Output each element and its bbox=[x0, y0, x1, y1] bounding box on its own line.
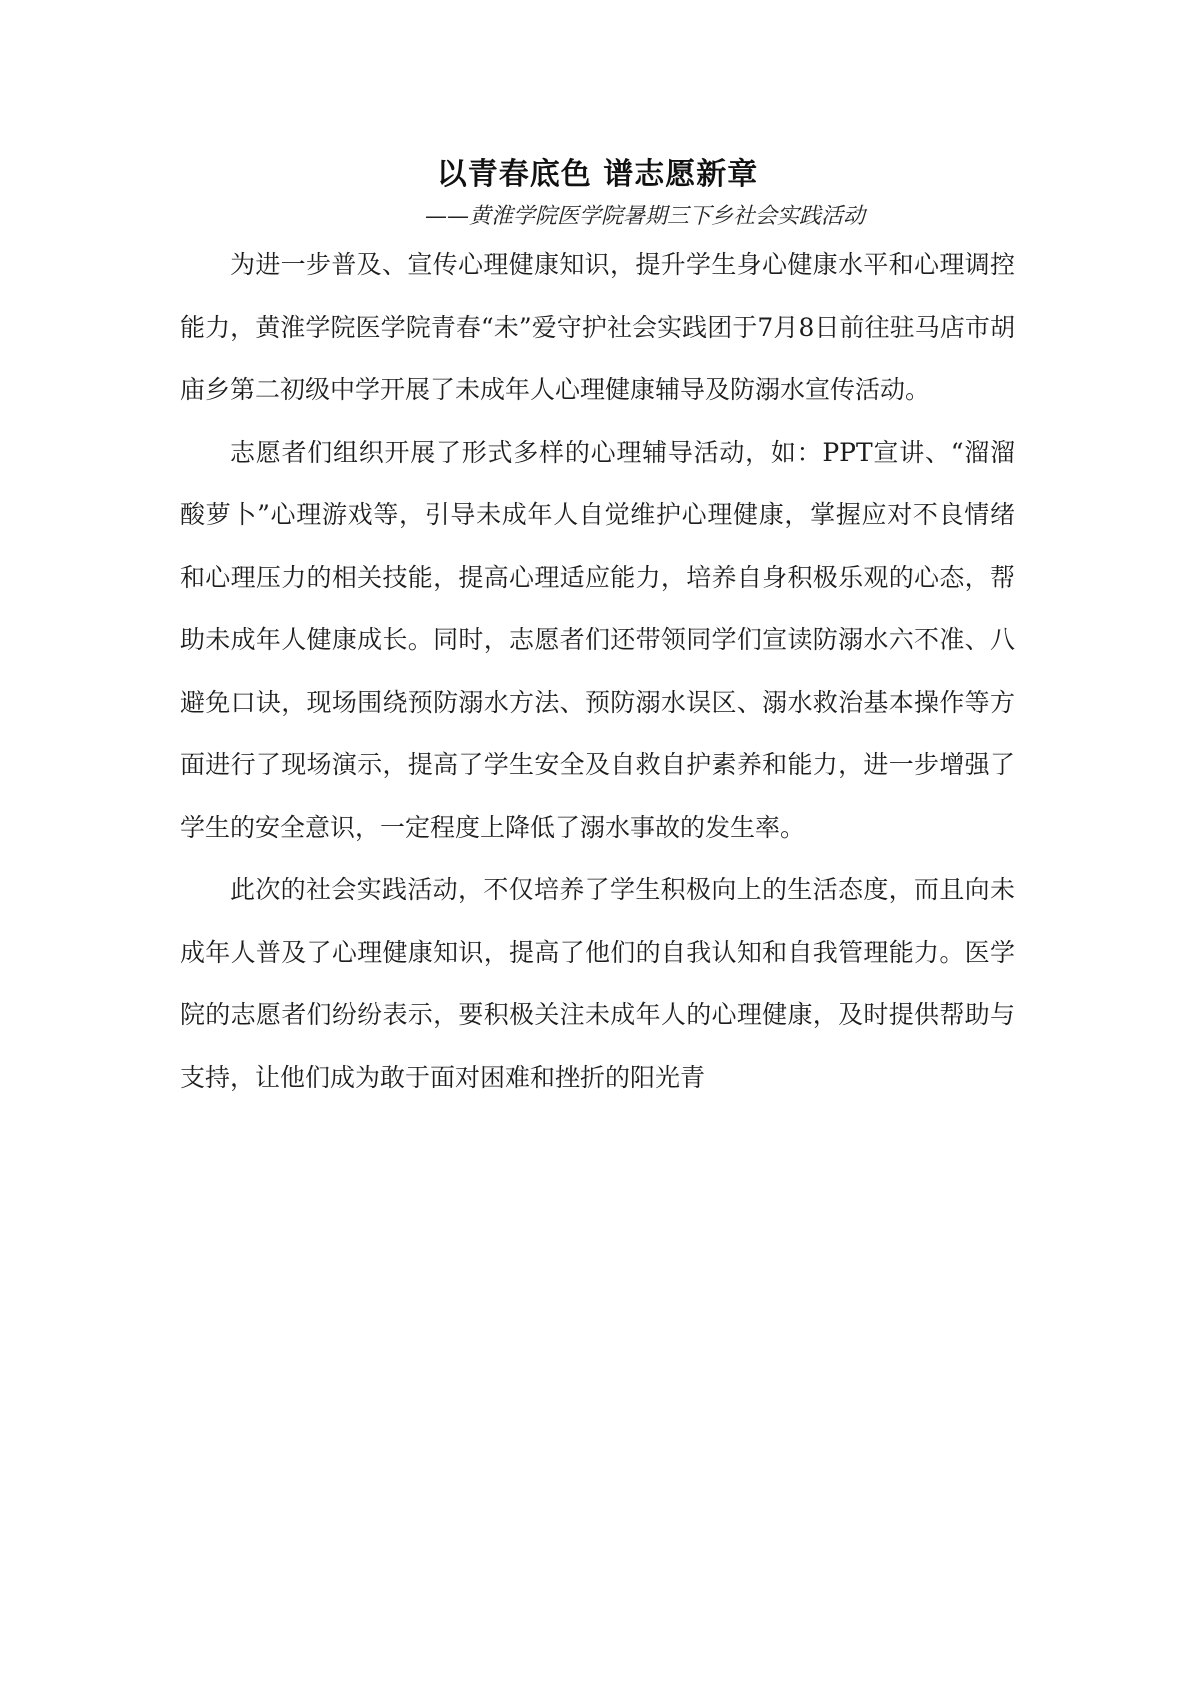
document-body bbox=[180, 150, 1015, 1109]
paragraph-intro: 为进一步普及、宣传心理健康知识，提升学生身心健康水平和心理调控能力，黄淮学院医学院青春“未”爱守护社会实践团于7月8日前往驻马店市胡庙乡第二初级中学开展了未成年人心理健康辅导及防溺水宣传活动。 bbox=[180, 250, 1015, 404]
page-title: 以青春底色 谱志愿新章 bbox=[436, 157, 759, 192]
paragraph-activities: 志愿者们组织开展了形式多样的心理辅导活动，如：PPT宣讲、“溜溜酸萝卜”心理游戏等，引导未成年人自觉维护心理健康，掌握应对不良情绪和心理压力的相关技能，提高心理适应能力，培养自身积极乐观的心态，帮助未成年人健康成长。同时，志愿者们还带领同学们宣读防溺水六不准、八避免口诀，现场围绕预防溺水方法、预防溺水误区、溺水救治基本操作等方面进行了现场演示，提高了学生安全及自救自护素养和能力，进一步增强了学生的安全意识，一定程度上降低了溺水事故的发生率。 bbox=[180, 437, 1015, 842]
page-subtitle: ——黄淮学院医学院暑期三下乡社会实践活动 bbox=[424, 204, 865, 229]
paragraph-summary: 此次的社会实践活动，不仅培养了学生积极向上的生活态度，而且向未成年人普及了心理健康知识，提高了他们的自我认知和自我管理能力。医学院的志愿者们纷纷表示，要积极关注未成年人的心理健康，及时提供帮助与支持，让他们成为敢于面对困难和挫折的阳光青 bbox=[180, 875, 1015, 1092]
